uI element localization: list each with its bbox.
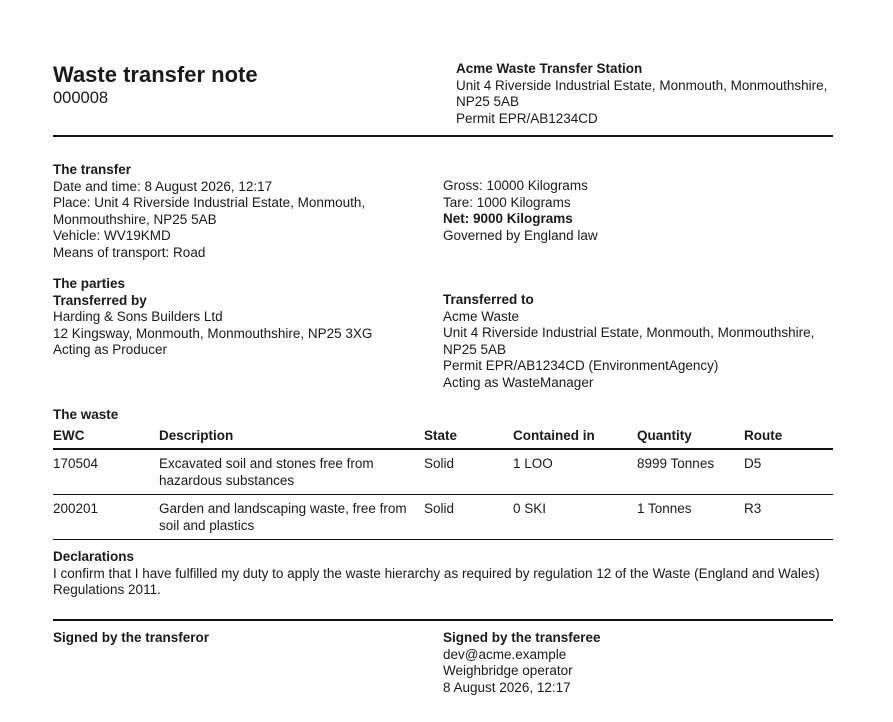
waste-table [53,428,833,540]
station-address: Unit 4 Riverside Industrial Estate, Monmouth, Monmouthshire, NP25 5AB [456,77,828,109]
transfer-vehicle: Vehicle: WV19KMD [53,228,171,243]
quantity: 1 Tonnes [637,495,744,540]
gross-weight: Gross: 10000 Kilograms [443,178,588,193]
transfer-place: Place: Unit 4 Riverside Industrial Estate, Monmouth, Monmouthshire, NP25 5AB [53,195,366,227]
station-permit: Permit EPR/AB1234CD [456,110,598,126]
transfer-transport: Means of transport: Road [53,244,206,260]
transferee-signature [443,630,601,696]
route: R3 [744,495,833,540]
column-header: EWC [53,428,159,449]
transferee-signature-label: Signed by the transferee [443,630,601,645]
route: D5 [744,449,833,495]
ewc-code: 200201 [53,495,159,540]
column-header: State [424,428,513,449]
station-name: Acme Waste Transfer Station [456,61,643,76]
container: 0 SKI [513,495,637,540]
column-header: Description [159,428,424,449]
table-row [53,495,833,540]
declarations-heading: Declarations [53,549,135,564]
waste-state: Solid [424,449,513,495]
weights [443,178,598,244]
transferor-address: 12 Kingsway, Monmouth, Monmouthshire, NP25 3XG [53,325,373,341]
table-header-row [53,428,833,449]
column-header: Contained in [513,428,637,449]
note-number: 000008 [53,89,109,107]
transfer-heading: The transfer [53,162,132,177]
parties-section [53,276,372,359]
waste-table-wrap [53,428,833,540]
net-weight: Net: 9000 Kilograms [443,211,573,226]
transferee-permit: Permit EPR/AB1234CD (EnvironmentAgency) [443,358,719,373]
transfer-section [53,162,383,261]
header-divider [53,135,833,137]
page-title: Waste transfer note [53,62,258,87]
container: 1 LOO [513,449,637,495]
signatures-divider [53,619,833,621]
transferee-signed-date: 8 August 2026, 12:17 [443,679,571,695]
column-header: Route [744,428,833,449]
transferred-by-label: Transferred by [53,292,147,308]
transferred-to-label: Transferred to [443,292,534,307]
table-row [53,449,833,495]
waste-description: Excavated soil and stones free from hazardous substances [159,449,424,495]
transferee-name: Acme Waste [443,308,520,324]
governing-law: Governed by England law [443,227,598,243]
station-details [456,61,834,127]
waste-state: Solid [424,495,513,540]
transfer-datetime: Date and time: 8 August 2026, 12:17 [53,178,273,194]
waste-heading: The waste [53,407,119,422]
parties-heading: The parties [53,276,126,291]
transferee-address: Unit 4 Riverside Industrial Estate, Monmouth, Monmouthshire, NP25 5AB [443,325,815,357]
tare-weight: Tare: 1000 Kilograms [443,194,571,210]
declaration-text: I confirm that I have fulfilled my duty to apply the waste hierarchy as required by regulation 12 of the Waste (England and Wales) Regulations 2011. [53,565,820,597]
transferee-details [443,292,833,391]
transferor-signature-label: Signed by the transferor [53,630,210,645]
transferee-email: dev@acme.example [443,646,567,662]
transferee-role: Acting as WasteManager [443,374,594,390]
declarations-section [53,549,833,599]
waste-description: Garden and landscaping waste, free from soil and plastics [159,495,424,540]
transferee-job-role: Weighbridge operator [443,663,573,678]
ewc-code: 170504 [53,449,159,495]
transferor-name: Harding & Sons Builders Ltd [53,309,223,324]
transferor-role: Acting as Producer [53,342,168,357]
column-header: Quantity [637,428,744,449]
quantity: 8999 Tonnes [637,449,744,495]
